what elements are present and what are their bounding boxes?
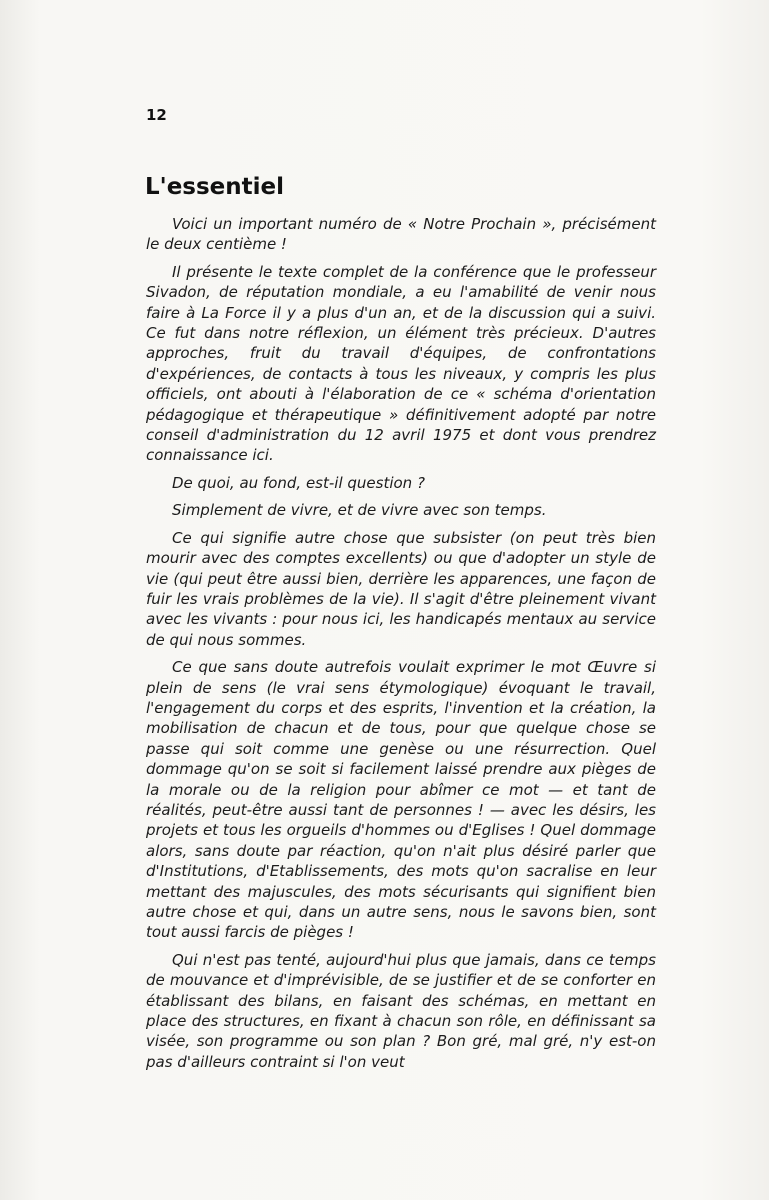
paragraph-2: Il présente le texte complet de la conférence que le professeur Sivadon, de réputation mondiale, a eu l'amabilité de venir nous faire à La Force il y a plus d'un an, et de la discussion qui a suivi. Ce fut dans notre réflexion, un élément très précieux. D'autres approches, fruit du travail d'équipes, de confrontations d'expériences, de contacts à tous les niveaux, y compris les plus officiels, ont abouti à l'élaboration de ce « schéma d'orientation pédagogique et thérapeutique » définitivement adopté par notre conseil d'administration du 12 avril 1975 et dont vous prendrez connaissance ici. (146, 262, 656, 465)
paragraph-3: De quoi, au fond, est-il question ? (172, 473, 425, 492)
paragraph-7: Qui n'est pas tenté, aujourd'hui plus que jamais, dans ce temps de mouvance et d'imprévisible, de se justifier et de se conforter en établissant des bilans, en faisant des schémas, en mettant en place des structures, en fixant à chacun son rôle, en définissant sa visée, son programme ou son plan ? Bon gré, mal gré, n'y est-on pas d'ailleurs contraint si l'on veut (146, 950, 656, 1071)
paragraph-5: Ce qui signifie autre chose que subsister (on peut très bien mourir avec des comptes excellents) ou que d'adopter un style de vie (qui peut être aussi bien, derrière les apparences, une façon de fuir les vrais problèmes de la vie). Il s'agit d'être pleinement vivant avec les vivants : pour nous ici, les handicapés mentaux au service de qui nous sommes. (146, 528, 656, 649)
article-body (146, 214, 656, 1079)
paragraph-4: Simplement de vivre, et de vivre avec son temps. (172, 501, 547, 520)
page-number: 12 (146, 106, 167, 124)
article-heading: L'essentiel (145, 174, 285, 200)
paragraph-6: Ce que sans doute autrefois voulait exprimer le mot Œuvre si plein de sens (le vrai sens étymologique) évoquant le travail, l'engagement du corps et des esprits, l'invention et la création, la mobilisation de chacun et de tous, pour que quelque chose se passe qui soit comme une genèse ou une résurrection. Quel dommage qu'on se soit si facilement laissé prendre aux pièges de la morale ou de la religion pour abîmer ce mot — et tant de réalités, peut-être aussi tant de personnes ! — avec les désirs, les projets et tous les orgueils d'hommes ou d'Eglises ! Quel dommage alors, sans doute par réaction, qu'on n'ait plus désiré parler que d'Institutions, d'Etablissements, des mots qu'on sacralise en leur mettant des majuscules, des mots sécurisants qui signifient bien autre chose et qui, dans un autre sens, nous le savons bien, sont tout aussi farcis de pièges ! (146, 658, 656, 942)
paragraph-1: Voici un important numéro de « Notre Prochain », précisément le deux centième ! (146, 215, 656, 254)
